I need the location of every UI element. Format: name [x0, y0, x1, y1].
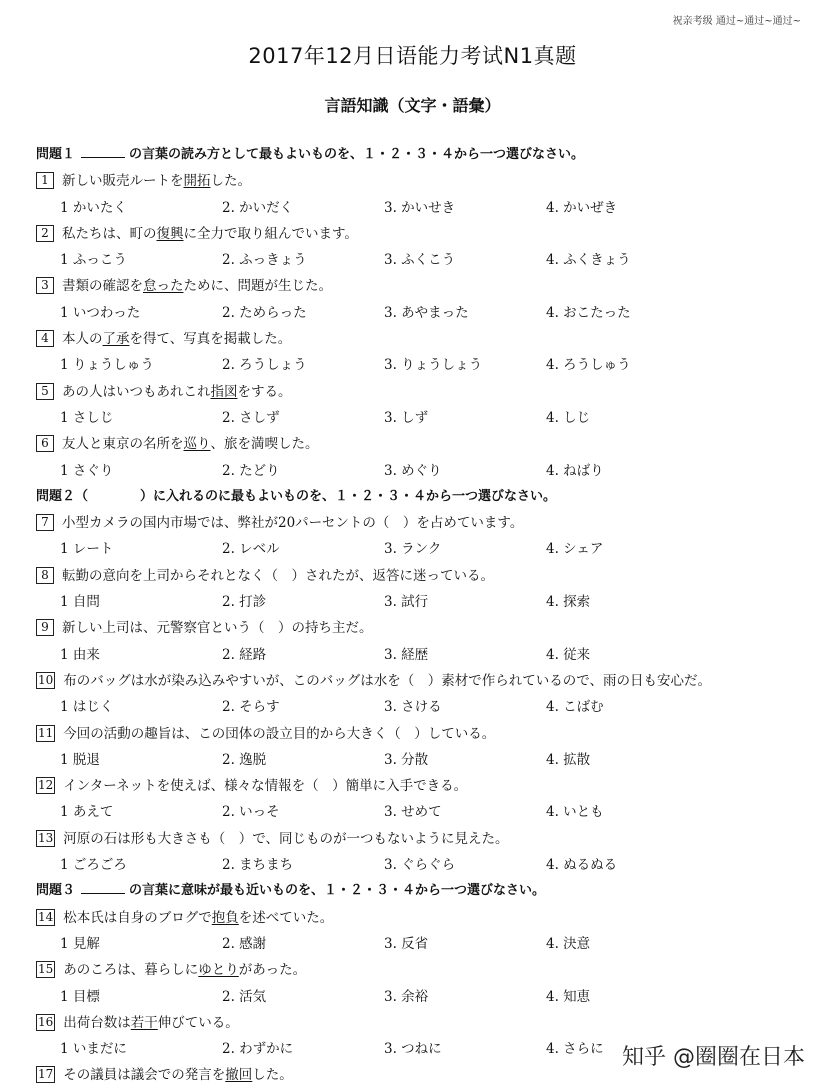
- option-2[interactable]: 2. 感謝: [222, 935, 267, 952]
- question-row: [36, 221, 816, 247]
- option-1[interactable]: 1 あえて: [60, 804, 114, 821]
- question-text: 友人と東京の名所を: [62, 436, 184, 453]
- option-1[interactable]: 1 はじく: [60, 699, 114, 716]
- question-number: 2: [36, 225, 54, 242]
- question-row: [36, 168, 816, 194]
- question-number: 11: [38, 725, 54, 740]
- question-row: [36, 326, 816, 352]
- question-number: 14: [38, 909, 54, 924]
- question-target-word: 巡り: [183, 436, 211, 453]
- question-number: 1: [36, 172, 54, 189]
- option-3[interactable]: 3. さける: [384, 699, 442, 716]
- option-4[interactable]: 4. さらに: [546, 1041, 604, 1058]
- options-row: [36, 195, 816, 221]
- option-2[interactable]: 2. いっそ: [222, 804, 280, 821]
- question-text: 松本氏は自身のブログで: [63, 909, 212, 926]
- section-heading: [36, 142, 816, 168]
- question-target-word: 了承: [102, 331, 130, 348]
- question-text: 私たちは、町の: [62, 225, 157, 242]
- question-target-word: 指図: [210, 383, 238, 400]
- question-row: [36, 431, 816, 457]
- question-number: 17: [38, 1067, 54, 1082]
- options-row: [36, 352, 816, 378]
- option-1[interactable]: 1 さぐり: [60, 462, 114, 479]
- option-1[interactable]: 1 レート: [60, 541, 114, 558]
- option-3[interactable]: 3. 反省: [384, 935, 429, 952]
- options-row: [36, 300, 816, 326]
- options-row: [36, 747, 816, 773]
- question-number: 13: [38, 830, 54, 845]
- option-4[interactable]: 4. しじ: [546, 409, 591, 426]
- option-4[interactable]: 4. おこたった: [546, 304, 631, 321]
- question-text-tail: した。: [252, 1067, 293, 1084]
- option-3[interactable]: 3. 経歴: [384, 646, 429, 663]
- question-row: [36, 668, 816, 694]
- options-row: [36, 247, 816, 273]
- option-1[interactable]: 1 見解: [60, 935, 100, 952]
- question-row: [36, 905, 816, 931]
- option-3[interactable]: 3. かいせき: [384, 199, 456, 216]
- option-3[interactable]: 3. しず: [384, 409, 429, 426]
- question-row: [36, 510, 816, 536]
- option-4[interactable]: 4. 探索: [546, 594, 591, 611]
- question-text: 本人の: [62, 331, 103, 348]
- header-note: 祝亲考级 通过~通过~通过~: [672, 16, 801, 27]
- section-instruction: ）に入れるのに最もよいものを、１・２・３・４から一つ選びなさい。: [140, 488, 557, 504]
- option-2[interactable]: 2. わずかに: [222, 1041, 294, 1058]
- option-3[interactable]: 3. ぐらぐら: [384, 857, 456, 874]
- option-2[interactable]: 2. 逸脱: [222, 751, 267, 768]
- option-4[interactable]: 4. 決意: [546, 935, 591, 952]
- option-2[interactable]: 2. ためらった: [222, 304, 307, 321]
- options-row: [36, 931, 816, 957]
- option-2[interactable]: 2. そらす: [222, 699, 280, 716]
- question-row: [36, 379, 816, 405]
- blank-underline: [81, 879, 125, 894]
- option-4[interactable]: 4. 知恵: [546, 988, 591, 1005]
- question-target-word: 撤回: [225, 1067, 253, 1084]
- question-text: 新しい販売ルートを: [62, 173, 184, 190]
- option-2[interactable]: 2. レベル: [222, 541, 280, 558]
- question-row: [36, 826, 816, 852]
- question-target-word: ゆとり: [198, 962, 239, 979]
- option-1[interactable]: 1 かいたく: [60, 199, 127, 216]
- question-number: 8: [36, 567, 54, 584]
- question-text: 小型カメラの国内市場では、弊社が20パーセントの（ ）を占めています。: [62, 515, 524, 532]
- section-label: 問題３: [36, 883, 76, 899]
- question-text: あのころは、暮らしに: [63, 962, 199, 979]
- question-text-tail: 伸びている。: [157, 1014, 239, 1031]
- question-text-tail: ために、問題が生じた。: [183, 278, 332, 295]
- option-4[interactable]: 4. 従来: [546, 646, 591, 663]
- question-target-word: 復興: [156, 225, 184, 242]
- question-text-tail: を述べていた。: [238, 909, 334, 926]
- option-4[interactable]: 4. いとも: [546, 804, 604, 821]
- options-row: [36, 458, 816, 484]
- option-4[interactable]: 4. ろうしゅう: [546, 357, 631, 374]
- question-text-tail: した。: [210, 173, 251, 190]
- option-3[interactable]: 3. めぐり: [384, 462, 442, 479]
- section-instruction: の言葉に意味が最も近いものを、１・２・３・４から一つ選びなさい。: [129, 883, 546, 899]
- question-number: 7: [36, 514, 54, 531]
- question-target-word: 若干: [130, 1014, 158, 1031]
- option-3[interactable]: 3. 試行: [384, 594, 429, 611]
- question-text-tail: があった。: [238, 962, 307, 979]
- option-3[interactable]: 3. 分散: [384, 751, 429, 768]
- option-1[interactable]: 1 りょうしゅう: [60, 357, 154, 374]
- option-3[interactable]: 3. りょうしょう: [384, 357, 483, 374]
- question-text: 布のバッグは水が染み込みやすいが、このバッグは水を（ ）素材で作られているので、雨の日も安心だ。: [63, 672, 712, 689]
- options-row: [36, 852, 816, 878]
- option-1[interactable]: 1 脱退: [60, 751, 100, 768]
- question-row: [36, 957, 816, 983]
- option-4[interactable]: 4. ふくきょう: [546, 252, 631, 269]
- options-row: [36, 799, 816, 825]
- option-2[interactable]: 2. ろうしょう: [222, 357, 307, 374]
- option-2[interactable]: 2. 活気: [222, 988, 267, 1005]
- option-4[interactable]: 4. ぬるぬる: [546, 857, 618, 874]
- watermark: 知乎 @圈圈在日本: [618, 1040, 809, 1071]
- question-number: 10: [38, 672, 54, 687]
- question-row: [36, 773, 816, 799]
- option-3[interactable]: 3. ランク: [384, 541, 442, 558]
- question-text: その議員は議会での発言を: [63, 1067, 226, 1084]
- option-2[interactable]: 2. たどり: [222, 462, 280, 479]
- question-text: 新しい上司は、元警察官という（ ）の持ち主だ。: [62, 620, 373, 637]
- options-row: [36, 694, 816, 720]
- question-text-tail: に全力で取り組んでいます。: [183, 225, 358, 242]
- section-heading: [36, 878, 816, 904]
- question-text-tail: 、旅を満喫した。: [210, 436, 319, 453]
- question-row: [36, 615, 816, 641]
- option-1[interactable]: 1 ふっこう: [60, 252, 127, 269]
- question-number: 9: [36, 619, 54, 636]
- section-instruction: の言葉の読み方として最もよいものを、１・２・３・４から一つ選びなさい。: [129, 147, 585, 162]
- options-row: [36, 405, 816, 431]
- option-3[interactable]: 3. あやまった: [384, 304, 469, 321]
- options-row: [36, 589, 816, 615]
- option-1[interactable]: 1 自問: [60, 594, 100, 611]
- option-1[interactable]: 1 由来: [60, 646, 100, 663]
- section-label: 問題１: [36, 147, 76, 162]
- options-row: [36, 642, 816, 668]
- option-4[interactable]: 4. かいぜき: [546, 199, 618, 216]
- question-number: 12: [38, 778, 54, 793]
- option-3[interactable]: 3. つねに: [384, 1041, 442, 1058]
- options-row: [36, 536, 816, 562]
- question-target-word: 抱負: [211, 909, 239, 926]
- option-4[interactable]: 4. こばむ: [546, 699, 604, 716]
- question-text: 今回の活動の趣旨は、この団体の設立目的から大きく（ ）している。: [63, 725, 496, 742]
- option-4[interactable]: 4. シェア: [546, 541, 604, 558]
- page-title: 2017年12月日语能力考试N1真题: [248, 44, 577, 68]
- exam-content: [36, 142, 816, 1089]
- question-text: 転勤の意向を上司からそれとなく（ ）されたが、返答に迷っている。: [62, 567, 494, 584]
- option-4[interactable]: 4. ねばり: [546, 462, 604, 479]
- question-text: 河原の石は形も大きさも（ ）で、同じものが一つもないように見えた。: [63, 830, 509, 847]
- option-2[interactable]: 2. 打診: [222, 594, 267, 611]
- options-row: [36, 984, 816, 1010]
- question-number: 16: [38, 1014, 54, 1029]
- question-row: [36, 563, 816, 589]
- section-heading: [36, 484, 816, 510]
- question-text: 書類の確認を: [62, 278, 143, 295]
- question-target-word: 怠った: [143, 278, 184, 295]
- question-number: 6: [36, 435, 54, 452]
- question-target-word: 開拓: [183, 173, 211, 190]
- question-text-tail: をする。: [237, 383, 292, 400]
- option-1[interactable]: 1 いまだに: [60, 1041, 127, 1058]
- page-subtitle: 言語知識（文字・語彙）: [324, 96, 501, 115]
- option-3[interactable]: 3. ふくこう: [384, 252, 456, 269]
- option-1[interactable]: 1 いつわった: [60, 304, 141, 321]
- question-row: [36, 273, 816, 299]
- option-1[interactable]: 1 目標: [60, 988, 100, 1005]
- option-2[interactable]: 2. さしず: [222, 409, 280, 426]
- question-row: [36, 1010, 816, 1036]
- option-2[interactable]: 2. 経路: [222, 646, 267, 663]
- question-text-tail: を得て、写真を掲載した。: [129, 331, 292, 348]
- option-2[interactable]: 2. まちまち: [222, 857, 294, 874]
- question-text: インターネットを使えば、様々な情報を（ ）簡単に入手できる。: [63, 778, 468, 795]
- question-number: 5: [36, 383, 54, 400]
- question-number: 4: [36, 330, 54, 347]
- option-4[interactable]: 4. 拡散: [546, 751, 591, 768]
- question-text: 出荷台数は: [63, 1014, 131, 1031]
- option-1[interactable]: 1 ごろごろ: [60, 857, 127, 874]
- section-label: 問題２（: [36, 488, 89, 504]
- question-number: 3: [36, 277, 54, 294]
- blank-underline: [81, 143, 125, 158]
- option-2[interactable]: 2. ふっきょう: [222, 252, 307, 269]
- question-number: 15: [38, 962, 54, 977]
- option-3[interactable]: 3. せめて: [384, 804, 442, 821]
- question-row: [36, 721, 816, 747]
- option-2[interactable]: 2. かいだく: [222, 199, 294, 216]
- option-1[interactable]: 1 さしじ: [60, 409, 114, 426]
- option-3[interactable]: 3. 余裕: [384, 988, 429, 1005]
- question-text: あの人はいつもあれこれ: [62, 383, 211, 400]
